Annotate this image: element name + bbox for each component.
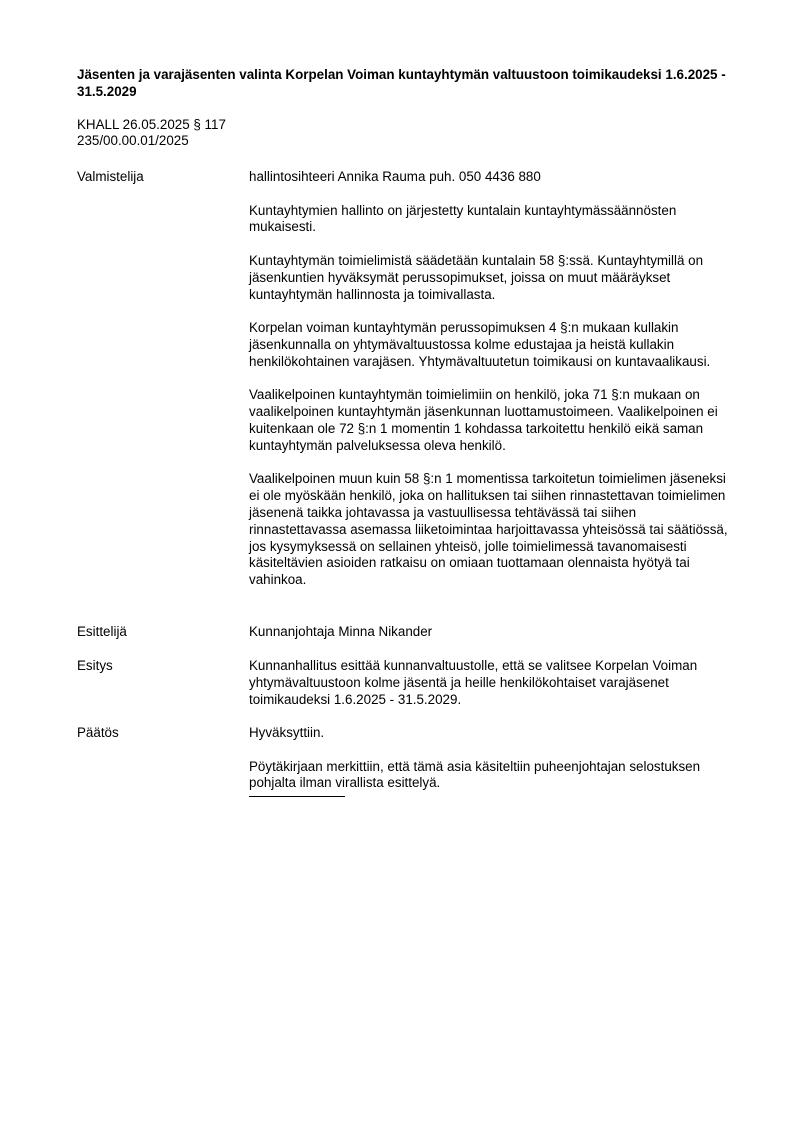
proposal-text: Kunnanhallitus esittää kunnanvaltuustolle, että se valitsee Korpelan Voiman yhtymävaltuustoon kolme jäsentä ja heille henkilökohtaiset varajäsenet toimikaudeksi 1.6.2025 - 31.5.2029. — [249, 658, 698, 707]
paragraph: Korpelan voiman kuntayhtymän perussopimuksen 4 §:n mukaan kullakin jäsenkunnalla on yhtymävaltuustossa kolme edustajaa ja heistä kullakin henkilökohtainen varajäsen. Yhtymävaltuutetun toimikausi on kuntavaalikausi. — [249, 320, 711, 369]
section-valmistelija — [77, 169, 735, 589]
decision-text: Hyväksyttiin. — [249, 725, 325, 740]
meeting-reference: KHALL 26.05.2025 § 117 — [77, 116, 226, 132]
paragraph: Kuntayhtymien hallinto on järjestetty kuntalain kuntayhtymässäännösten mukaisesti. — [249, 202, 677, 235]
section-paatos — [77, 725, 735, 797]
section-content-esittelija — [249, 624, 735, 641]
section-label-paatos: Päätös — [77, 725, 119, 740]
paragraph: Kuntayhtymän toimielimistä säädetään kuntalain 58 §:ssä. Kuntayhtymillä on jäsenkuntien hyväksymät perussopimukset, joissa on muut määräykset kuntayhtymän hallinnosta ja toimivallasta. — [249, 252, 704, 302]
section-content-paatos — [249, 725, 735, 797]
section-label-esitys: Esitys — [77, 658, 113, 673]
document-meta — [77, 117, 737, 151]
paragraph: Vaalikelpoinen muun kuin 58 §:n 1 momentissa tarkoitetun toimielimen jäseneksi ei ole myöskään henkilö, joka on hallituksen tai siihen rinnastettavan toimielimen jäsenenä taikka johtavassa ja vastuullisessa tehtävässä tai siihen rinnastettavassa asemassa liiketoimintaa harjoittavassa yhteisössä tai säätiössä, jos kysymyksessä on sellainen yhteisö, jolle toimielimessä tavanomaisesti käsiteltävien asioiden ratkaisu on omiaan tuottamaan olennaista hyötyä tai vahinkoa. — [249, 471, 728, 588]
section-content-esitys — [249, 658, 735, 708]
end-rule — [249, 796, 345, 797]
minutes-note: Pöytäkirjaan merkittiin, että tämä asia käsiteltiin puheenjohtajan selostuksen pohjalta ilman virallista esittelyä. — [249, 758, 701, 791]
document-title: Jäsenten ja varajäsenten valinta Korpelan Voiman kuntayhtymän valtuustoon toimikaudeksi 1.6.2025 - 31.5.2029 — [77, 67, 726, 99]
section-esittelija — [77, 624, 735, 641]
section-label-valmistelija: Valmistelija — [77, 169, 144, 184]
section-content-valmistelija — [249, 169, 735, 589]
section-esitys — [77, 658, 735, 708]
document-page — [77, 67, 737, 791]
diary-number: 235/00.00.01/2025 — [77, 133, 189, 149]
paragraph: Vaalikelpoinen kuntayhtymän toimielimiin on henkilö, joka 71 §:n mukaan on vaalikelpoinen kuntayhtymän jäsenkunnan luottamustoimeen. Vaalikelpoinen ei kuitenkaan ole 72 §:n 1 momentin 1 kohdassa tarkoitettu henkilö eikä saman kuntayhtymän palveluksessa oleva henkilö. — [249, 387, 718, 453]
presenter-name: Kunnanjohtaja Minna Nikander — [249, 624, 433, 639]
section-label-esittelija: Esittelijä — [77, 624, 127, 639]
preparer-contact: hallintosihteeri Annika Rauma puh. 050 4436 880 — [249, 169, 541, 184]
